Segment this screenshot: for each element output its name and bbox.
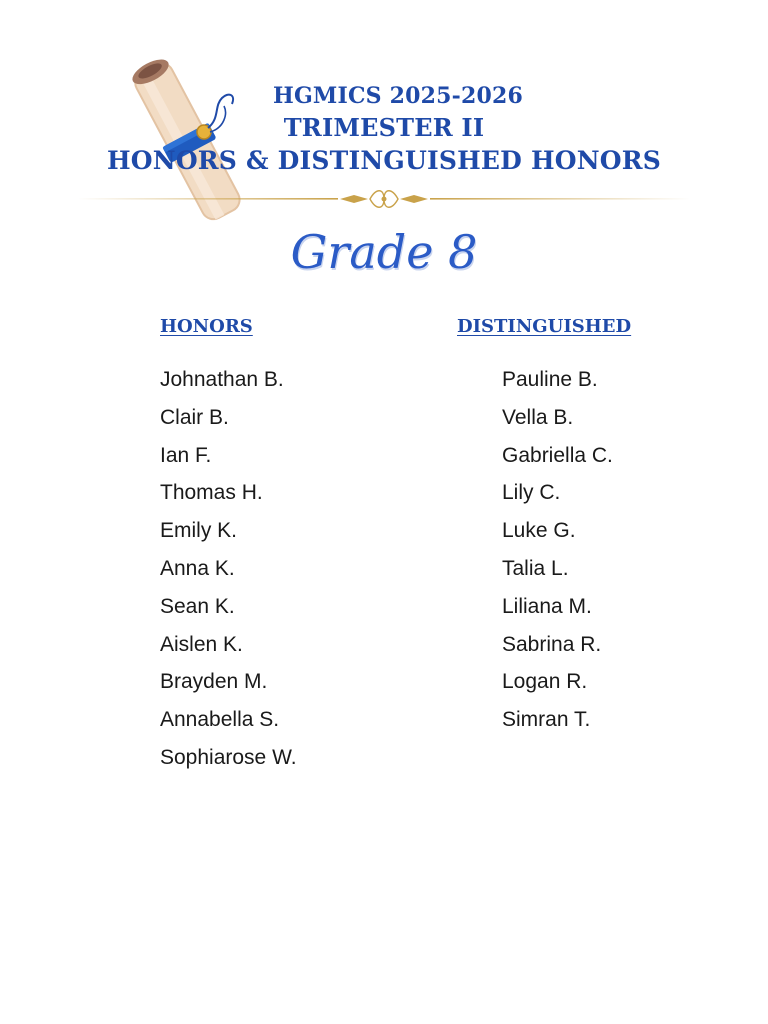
honors-name: Sean K. [160,594,235,618]
honors-name: Emily K. [160,519,238,543]
honors-name: Clair B. [160,405,229,429]
header-trimester: TRIMESTER II [283,113,485,142]
distinguished-name: Pauline B. [502,368,598,391]
honors-column-heading: HONORS [160,316,253,337]
distinguished-name: Sabrina R. [502,632,602,656]
distinguished-name: Simran T. [502,708,591,732]
distinguished-column-heading: DISTINGUISHED [457,316,632,337]
distinguished-name: Logan R. [502,670,588,694]
grade-title: Grade 8 [290,225,478,279]
honors-name: Annabella S. [160,708,280,732]
header-school-year: HGMICS 2025-2026 [272,83,524,109]
honors-name: Aislen K. [160,632,243,656]
honors-name: Anna K. [160,556,235,580]
honors-name-list [160,366,297,782]
distinguished-name: Gabriella C. [502,443,613,467]
honors-name: Brayden M. [160,670,268,694]
ornament-divider [78,186,690,212]
distinguished-name: Vella B. [502,405,574,429]
distinguished-name: Luke G. [502,519,576,543]
distinguished-name: Lily C. [502,481,561,505]
distinguished-name: Liliana M. [502,594,592,618]
honors-name: Ian F. [160,443,212,467]
distinguished-name: Talia L. [502,556,569,580]
honors-name: Sophiarose W. [160,745,297,769]
honors-name: Thomas H. [160,481,263,505]
header-honors-title: HONORS & DISTINGUISHED HONORS [106,146,662,175]
distinguished-name-list [502,366,613,744]
honors-name: Johnathan B. [160,368,284,391]
